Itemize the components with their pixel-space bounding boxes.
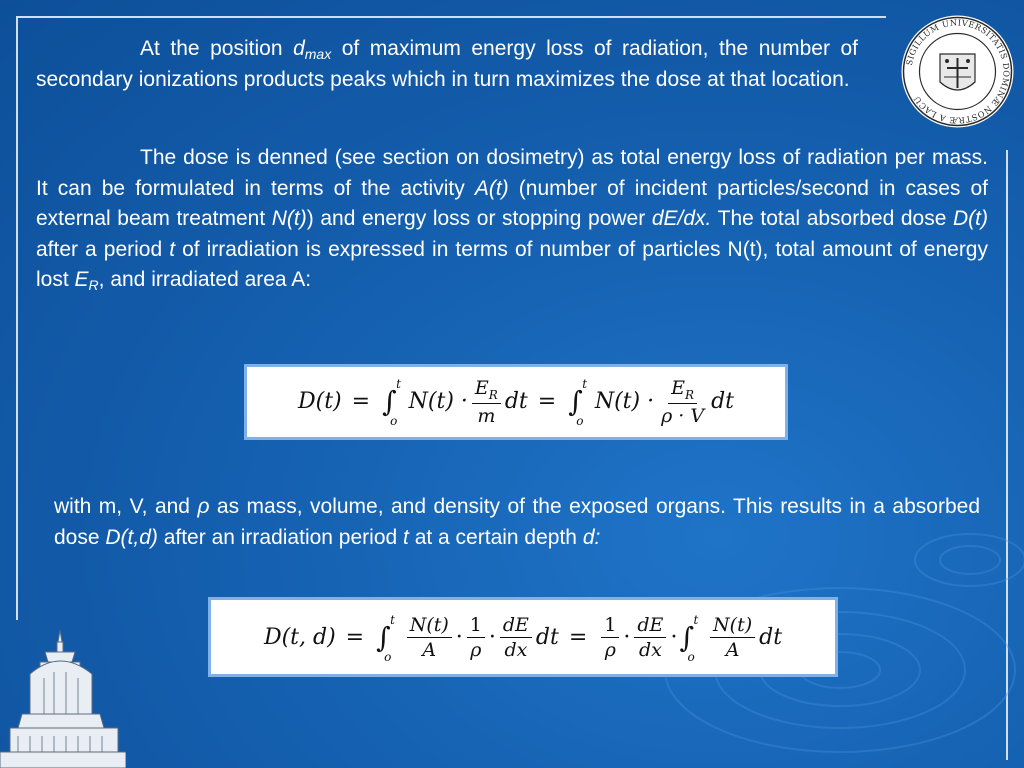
eq2-lhs: D(t, d) bbox=[263, 624, 336, 650]
eq2-fraction-na: $\frac{N(t)}{A}$ bbox=[407, 614, 452, 661]
eq1-equals: = bbox=[351, 389, 371, 415]
eq2-equals: = bbox=[345, 624, 365, 650]
eq1-dt-2: dt bbox=[711, 389, 735, 415]
eq2-integral-2: ∫ t o bbox=[679, 612, 699, 664]
eq1-factor-1: N(t) · bbox=[408, 389, 468, 415]
eq2-dt-2: dt bbox=[759, 624, 783, 650]
eq2-fraction-rho: $\frac{1}{\rho}$ bbox=[467, 614, 485, 661]
eq2-fraction-dedx-2: $\frac{dE}{dx}$ bbox=[634, 614, 666, 661]
eq2-fraction-na-2: $\frac{N(t)}{A}$ bbox=[710, 614, 755, 661]
eq1-lhs: D(t) bbox=[297, 389, 342, 415]
eq2-fraction-dedx: $\frac{dE}{dx}$ bbox=[500, 614, 532, 661]
frame-top-line bbox=[16, 16, 886, 18]
equation-dose-depth: D(t, d) = ∫ t o $\frac{N(t)}{A}$ · $\frac{1}{\rho}$ · $\frac{dE}{dx}$ dt = $\frac{1}{\rho}$ · $\frac{dE}{dx}$ · ∫ t o $\frac{N(t)}{A}$ dt bbox=[208, 597, 838, 677]
eq2-fraction-rho-2: $\frac{1}{\rho}$ bbox=[601, 614, 619, 661]
university-seal-logo bbox=[900, 14, 1015, 129]
eq1-integral-2: ∫ t o bbox=[568, 377, 588, 429]
golden-dome-illustration bbox=[0, 628, 126, 768]
eq1-dt-1: dt bbox=[504, 389, 528, 415]
paragraph-dmax: At the position $d_{max}$ of maximum energy loss of radiation, the number of secondary ionizations products peaks which in turn maximizes the dose at that location. bbox=[36, 37, 858, 91]
paragraph-depth-dose: with m, V, and ρ as mass, volume, and density of the exposed organs. This results in a absorbed dose D(t,d) after an irradiation period t at a certain depth d: bbox=[54, 495, 980, 549]
svg-text:SIGILLUM UNIVERSITATIS DOMINÆ: SIGILLUM UNIVERSITATIS DOMINÆ NOSTRÆ A LACU bbox=[903, 17, 1012, 126]
eq1-fraction-1: $\frac{E_R}{m}$ bbox=[472, 377, 501, 427]
equation-dose-time bbox=[244, 364, 788, 440]
eq1-integral-1: ∫ t o bbox=[382, 377, 401, 429]
eq2-equals-2: = bbox=[568, 624, 588, 650]
eq2-integral-1: ∫ t o bbox=[376, 612, 395, 664]
eq1-equals-2: = bbox=[537, 389, 557, 415]
paragraph-dose-definition: The dose is denned (see section on dosimetry) as total energy loss of radiation per mass. It can be formulated in terms of the activity A(t) (number of incident particles/second in cases of external beam treatment N(t)) and energy loss or stopping power dE/dx. The total absorbed dose D(t) after a period t of irradiation is expressed in terms of number of particles N(t), total amount of energy lost $E_R$, and irradiated area A: bbox=[36, 146, 989, 293]
eq2-dt-1: dt bbox=[535, 624, 559, 650]
eq1-fraction-2: $\frac{E_R}{\rho \cdot V}$ bbox=[661, 377, 705, 427]
frame-left-line bbox=[16, 16, 18, 620]
eq1-factor-2: N(t) · bbox=[594, 389, 655, 415]
